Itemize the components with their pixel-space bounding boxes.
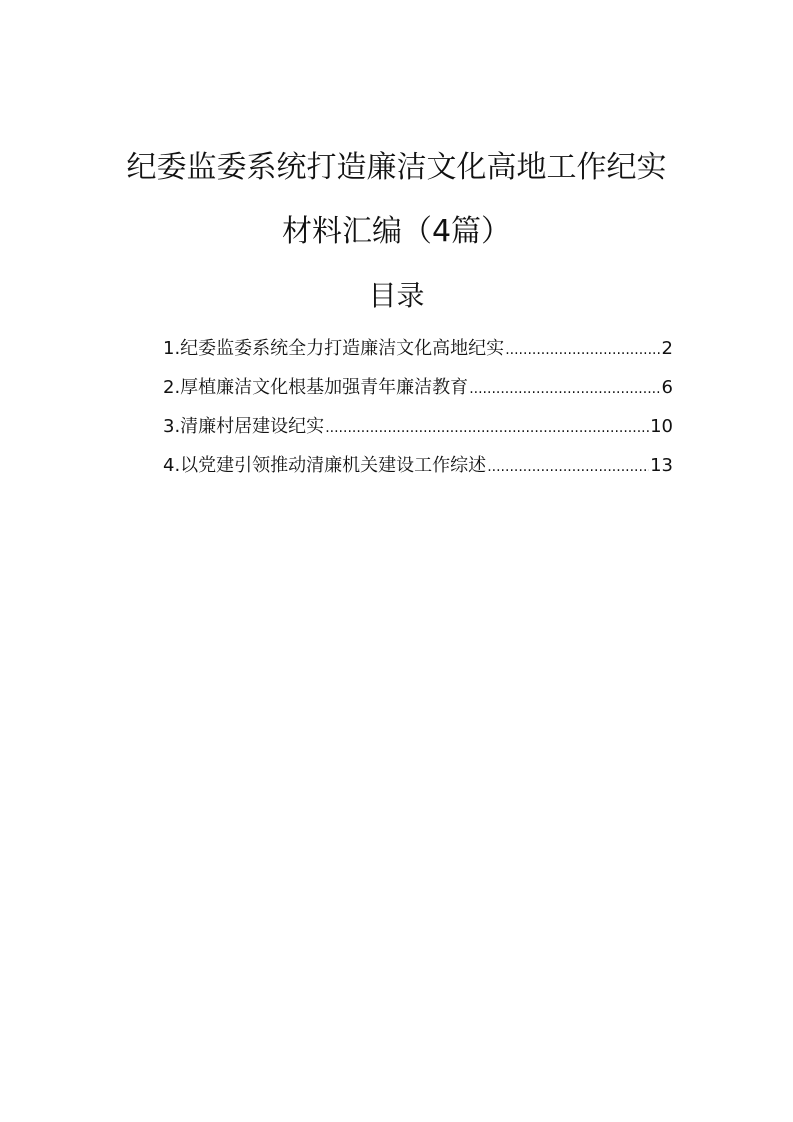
toc-heading: 目录 [368, 279, 425, 312]
toc-dot-leader [325, 413, 649, 443]
toc-page-number[interactable]: 13 [650, 455, 673, 476]
toc-page-number[interactable]: 2 [661, 338, 673, 359]
toc-entry-title[interactable]: 3.清廉村居建设纪实 [163, 416, 325, 437]
toc-page-number[interactable]: 6 [661, 377, 673, 398]
document-title-line-2: 材料汇编（4篇） [281, 214, 512, 249]
toc-entry-title[interactable]: 2.厚植廉洁文化根基加强青年廉洁教育 [163, 377, 469, 398]
toc-dot-leader [505, 335, 660, 365]
toc-dot-leader [487, 452, 649, 482]
document-title-line-1: 纪委监委系统打造廉洁文化高地工作纪实 [126, 150, 667, 185]
toc-entry-title[interactable]: 4.以党建引领推动清廉机关建设工作综述 [163, 455, 487, 476]
toc-page-number[interactable]: 10 [650, 416, 673, 437]
table-of-contents [163, 334, 673, 490]
toc-entry[interactable] [163, 412, 673, 451]
toc-entry[interactable] [163, 334, 673, 373]
toc-dot-leader [469, 374, 660, 404]
toc-entry[interactable] [163, 373, 673, 412]
toc-entry[interactable] [163, 451, 673, 490]
toc-entry-title[interactable]: 1.纪委监委系统全力打造廉洁文化高地纪实 [163, 338, 505, 359]
